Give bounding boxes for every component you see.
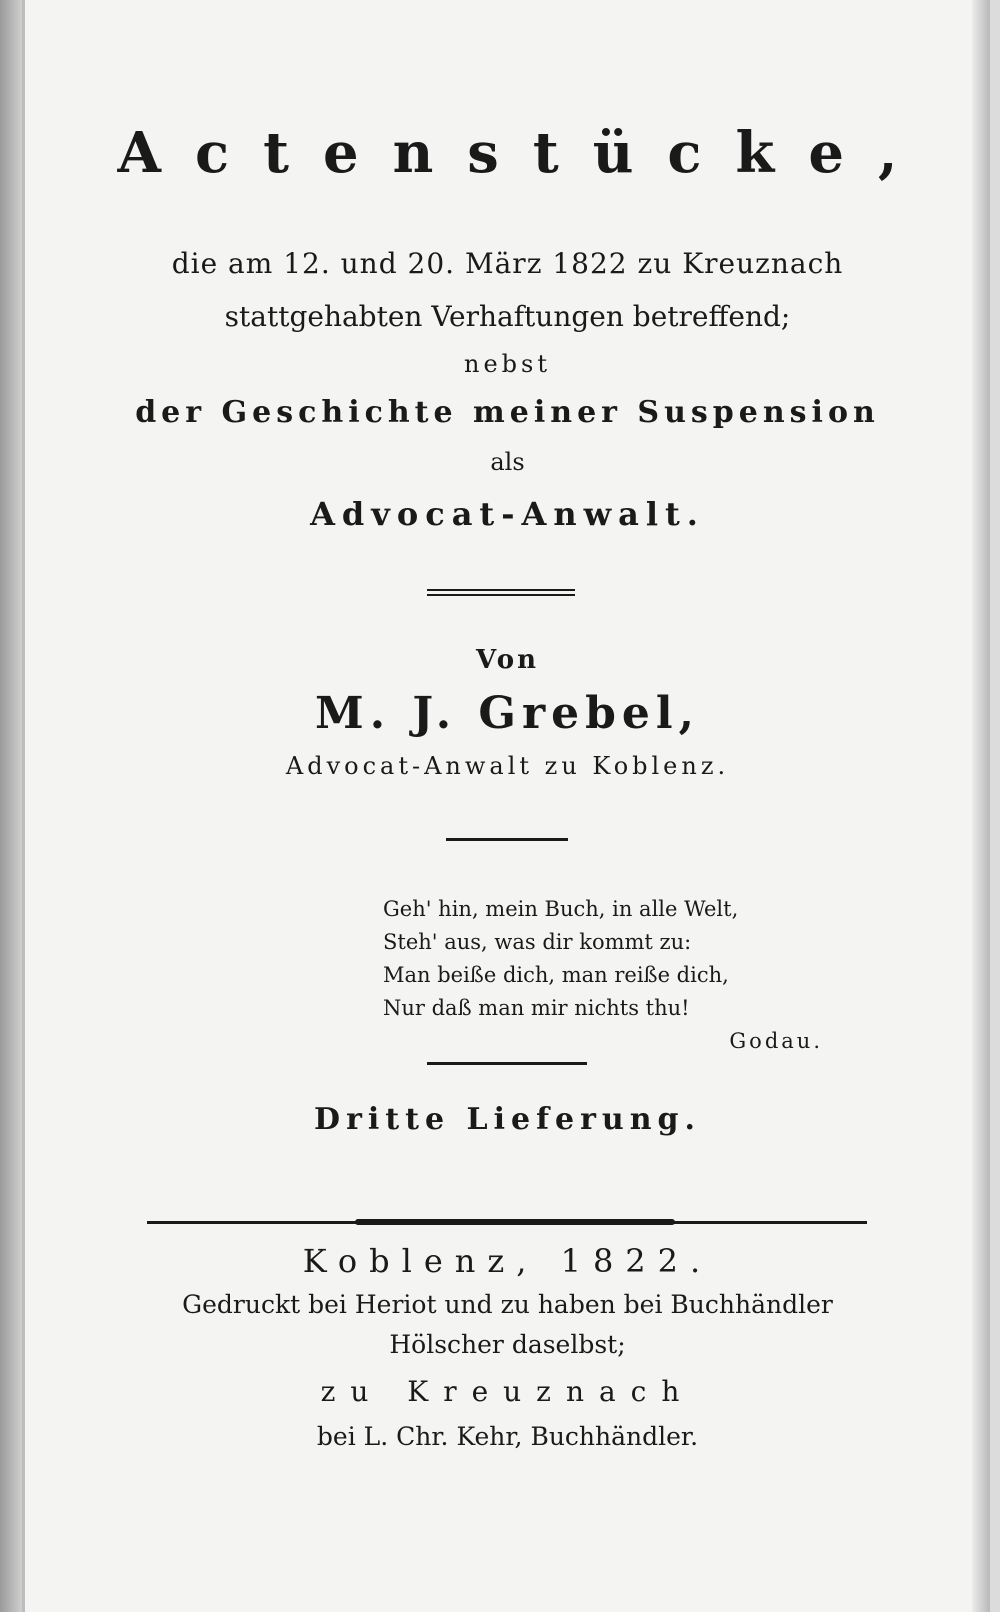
imprint-line-4: bei L. Chr. Kehr, Buchhändler. [316,1422,699,1451]
epigraph-line-3: Man beiße dich, man reiße dich, [383,963,729,987]
imprint-rule-swell [355,1219,675,1225]
epigraph-line-4: Nur daß man mir nichts thu! [383,996,690,1020]
subtitle-line-1: die am 12. und 20. März 1822 zu Kreuznach [171,247,844,280]
delivery-label: Dritte Lieferung. [314,1102,701,1137]
author-name: M. J. Grebel, [315,688,700,739]
title-page [22,0,990,1612]
page-edge [972,0,990,1612]
subtitle-line-6: Advocat-Anwalt. [310,495,705,533]
rule-divider-1 [446,838,568,841]
imprint-line-2: Hölscher daselbst; [389,1330,626,1359]
book-gutter-shadow [0,0,22,1612]
imprint-line-1: Gedruckt bei Heriot und zu haben bei Buchhändler [182,1290,833,1319]
epigraph [383,893,833,1058]
imprint-city-year: Koblenz, 1822. [302,1242,713,1280]
author-by: Von [475,645,540,675]
subtitle-line-4: der Geschichte meiner Suspension [135,395,880,430]
page-title: Actenstücke, [117,120,932,186]
epigraph-line-1: Geh' hin, mein Buch, in alle Welt, [383,897,739,921]
subtitle-line-2: stattgehabten Verhaftungen betreffend; [224,300,791,333]
epigraph-line-2: Steh' aus, was dir kommt zu: [383,930,692,954]
rule-divider-2 [427,1062,587,1065]
subtitle-line-3: nebst [464,350,551,378]
imprint-line-3: zu Kreuznach [320,1375,695,1408]
author-role: Advocat-Anwalt zu Koblenz. [285,752,730,780]
epigraph-attribution: Godau. [729,1029,823,1053]
subtitle-line-5: als [490,448,525,476]
double-rule-divider [427,589,575,596]
